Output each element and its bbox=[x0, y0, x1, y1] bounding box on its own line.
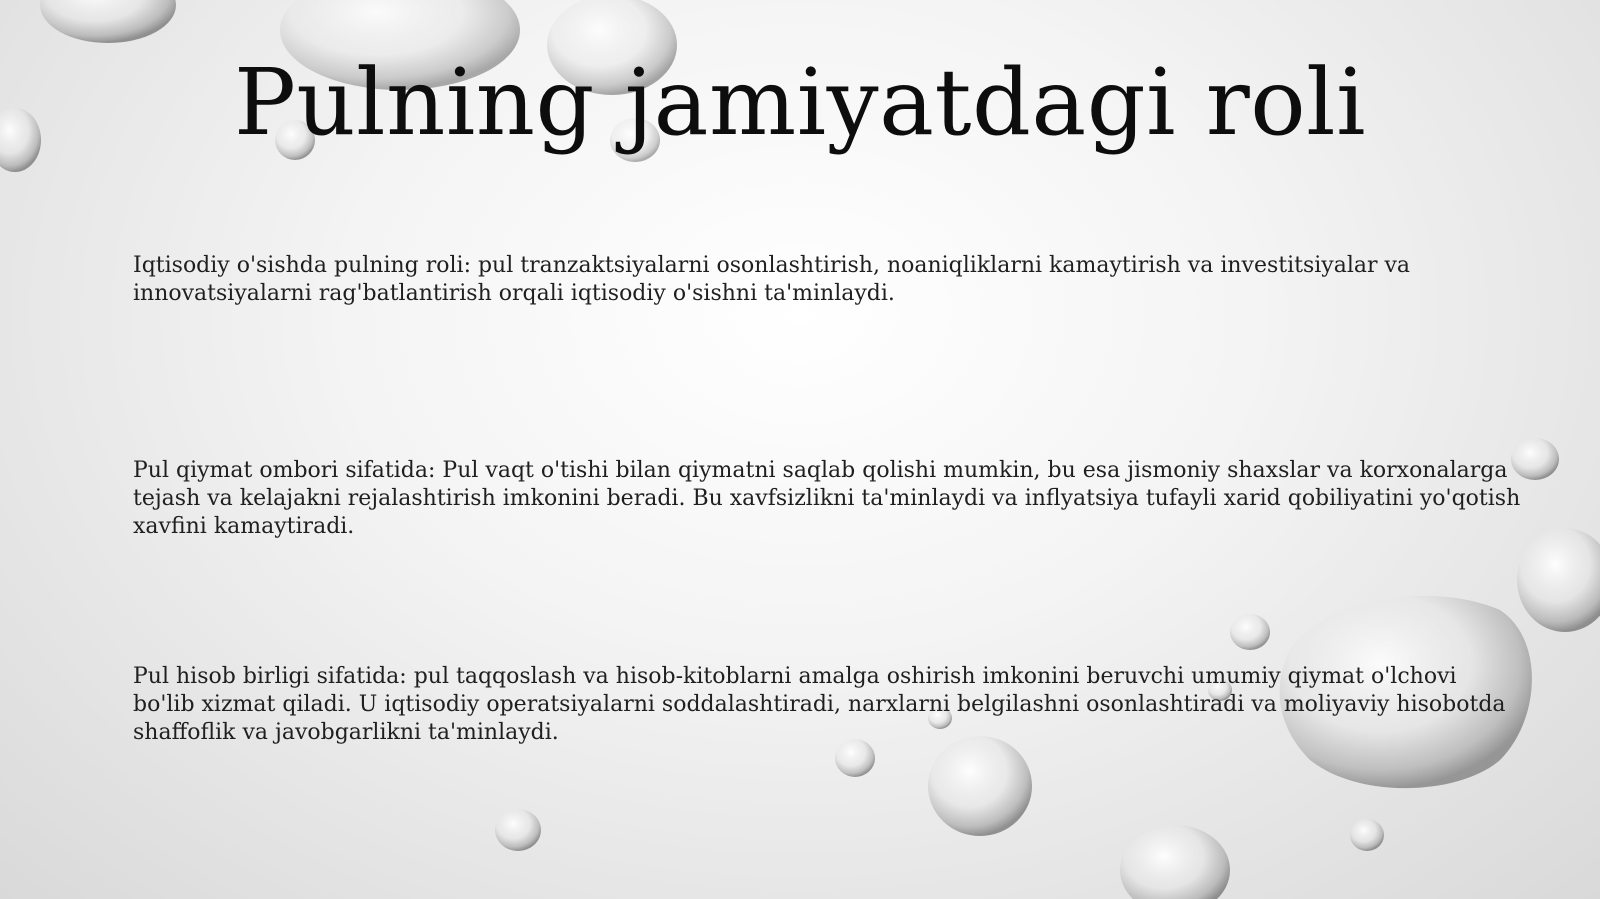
paragraph-store-of-value: Pul qiymat ombori sifatida: Pul vaqt o'tishi bilan qiymatni saqlab qolishi mumkin, bu esa jismoniy shaxslar va korxonalarga tejash va kelajakni rejalashtirish imkonini beradi. Bu xavfsizlikni ta'minlaydi va inflyatsiya tufayli xarid qobiliyatini yo'qotish xavfini kamaytiradi. bbox=[133, 458, 1521, 539]
drop bbox=[1120, 825, 1230, 899]
drop bbox=[40, 0, 176, 43]
drop bbox=[1517, 528, 1600, 632]
drop bbox=[495, 809, 541, 851]
paragraph-unit-of-account: Pul hisob birligi sifatida: pul taqqoslash va hisob-kitoblarni amalga oshirish imkonini beruvchi umumiy qiymat o'lchovi bo'lib xizmat qiladi. U iqtisodiy operatsiyalarni soddalashtiradi, narxlarni belgilashni osonlashtiradi va moliyaviy hisobotda shaffoflik va javobgarlikni ta'minlaydi. bbox=[133, 664, 1506, 745]
drop bbox=[1350, 819, 1384, 851]
drop bbox=[1230, 614, 1270, 650]
slide-title: Pulning jamiyatdagi roli bbox=[234, 49, 1366, 156]
paragraph-economic-growth: Iqtisodiy o'sishda pulning roli: pul tranzaktsiyalarni osonlashtirish, noaniqliklarni kamaytirish va investitsiyalar va innovatsiyalarni rag'batlantirish orqali iqtisodiy o'sishni ta'minlaydi. bbox=[133, 253, 1411, 306]
drop bbox=[928, 736, 1032, 836]
